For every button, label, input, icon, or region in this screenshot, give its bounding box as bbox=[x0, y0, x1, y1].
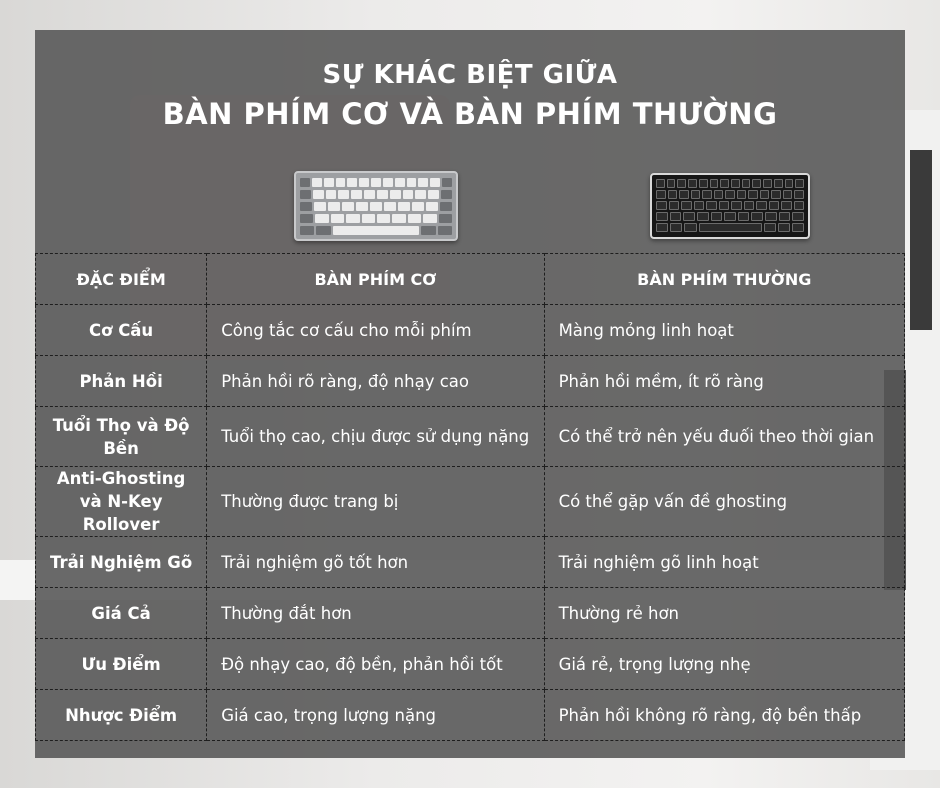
mechanical-keyboard-image bbox=[294, 171, 458, 241]
mechanical-cell: Công tắc cơ cấu cho mỗi phím bbox=[207, 305, 544, 356]
title-line-1: SỰ KHÁC BIỆT GIỮA bbox=[322, 60, 618, 90]
feature-cell: Nhược Điểm bbox=[36, 690, 207, 741]
feature-cell: Cơ Cấu bbox=[36, 305, 207, 356]
regular-cell: Thường rẻ hơn bbox=[544, 588, 904, 639]
table-header-row bbox=[36, 254, 905, 305]
header-feature: ĐẶC ĐIỂM bbox=[36, 254, 207, 305]
mechanical-cell: Phản hồi rõ ràng, độ nhạy cao bbox=[207, 356, 544, 407]
header-regular: BÀN PHÍM THƯỜNG bbox=[544, 254, 904, 305]
feature-cell: Ưu Điểm bbox=[36, 639, 207, 690]
feature-cell: Trải Nghiệm Gõ bbox=[36, 537, 207, 588]
comparison-table bbox=[35, 253, 905, 741]
table-row bbox=[36, 588, 905, 639]
regular-cell: Phản hồi không rõ ràng, độ bền thấp bbox=[544, 690, 904, 741]
table-row bbox=[36, 537, 905, 588]
table-row bbox=[36, 356, 905, 407]
regular-cell: Có thể trở nên yếu đuối theo thời gian bbox=[544, 407, 904, 467]
mechanical-cell: Độ nhạy cao, độ bền, phản hồi tốt bbox=[207, 639, 544, 690]
title-line-2: BÀN PHÍM CƠ VÀ BÀN PHÍM THƯỜNG bbox=[162, 97, 778, 131]
feature-cell: Giá Cả bbox=[36, 588, 207, 639]
header-mechanical: BÀN PHÍM CƠ bbox=[207, 254, 544, 305]
table-row bbox=[36, 690, 905, 741]
regular-cell: Màng mỏng linh hoạt bbox=[544, 305, 904, 356]
mechanical-cell: Tuổi thọ cao, chịu được sử dụng nặng bbox=[207, 407, 544, 467]
table-row bbox=[36, 305, 905, 356]
mechanical-cell: Thường đắt hơn bbox=[207, 588, 544, 639]
table-row bbox=[36, 467, 905, 537]
table-row bbox=[36, 407, 905, 467]
mechanical-cell: Giá cao, trọng lượng nặng bbox=[207, 690, 544, 741]
mechanical-cell: Trải nghiệm gõ tốt hơn bbox=[207, 537, 544, 588]
feature-cell: Phản Hồi bbox=[36, 356, 207, 407]
background-book bbox=[910, 150, 932, 330]
regular-cell: Giá rẻ, trọng lượng nhẹ bbox=[544, 639, 904, 690]
regular-keyboard-image bbox=[650, 173, 810, 239]
regular-cell: Có thể gặp vấn đề ghosting bbox=[544, 467, 904, 537]
regular-cell: Phản hồi mềm, ít rõ ràng bbox=[544, 356, 904, 407]
table-row bbox=[36, 639, 905, 690]
feature-cell: Tuổi Thọ và Độ Bền bbox=[36, 407, 207, 467]
feature-cell: Anti-Ghosting và N-Key Rollover bbox=[36, 467, 207, 537]
mechanical-cell: Thường được trang bị bbox=[207, 467, 544, 537]
regular-cell: Trải nghiệm gõ linh hoạt bbox=[544, 537, 904, 588]
